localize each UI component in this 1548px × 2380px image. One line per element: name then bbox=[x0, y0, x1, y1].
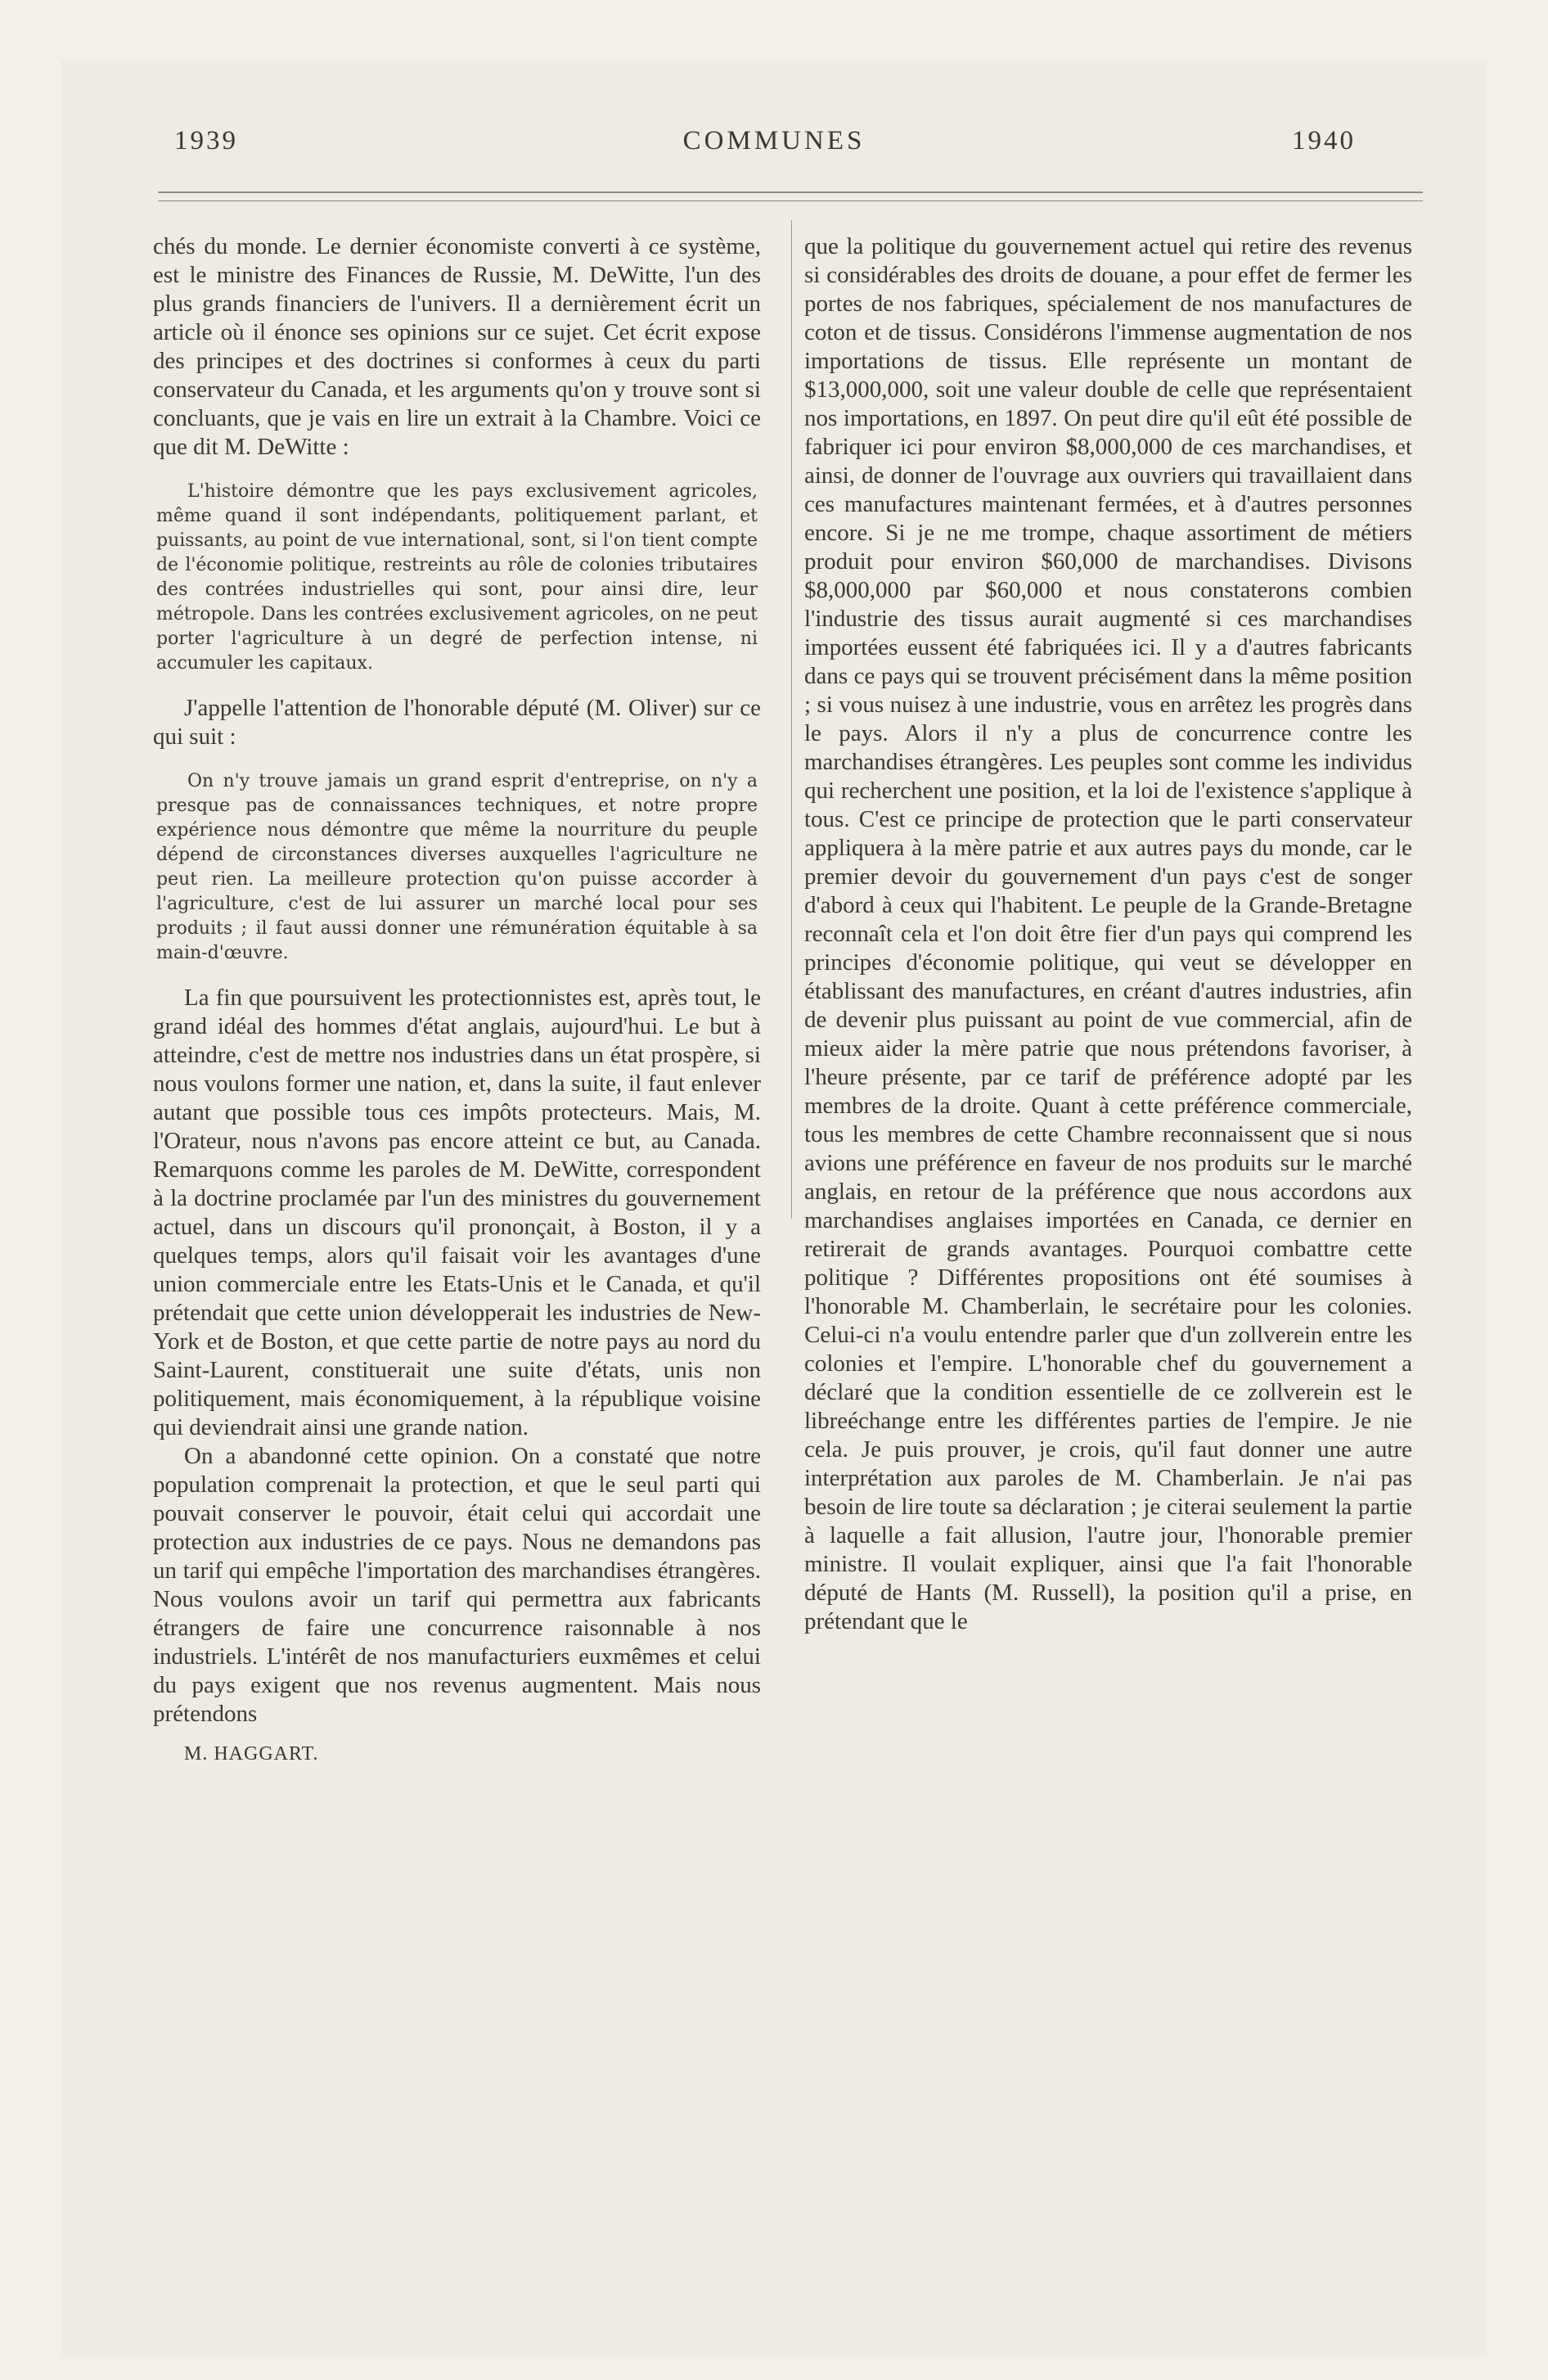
paragraph: chés du monde. Le dernier économiste converti à ce système, est le ministre des Finances de Russie, M. DeWitte, l'un des plus grands financiers de l'univers. Il a dernièrement écrit un article où il énonce ses opinions sur ce sujet. Cet écrit expose des principes et des doctrines si conformes à ceux du parti conservateur du Canada, et les arguments qu'on y trouve sont si concluants, que je vais en lire un extrait à la Chambre. Voici ce que dit M. DeWitte : bbox=[153, 233, 761, 460]
page-number-right: 1940 bbox=[1292, 126, 1356, 156]
right-column bbox=[804, 232, 1412, 1636]
block-quote: On n'y trouve jamais un grand esprit d'entreprise, on n'y a presque pas de connaissances techniques, et notre propre expérience nous démontre que même la nourriture du peuple dépend de circonstances diverses auxquelles l'agriculture ne peut rien. La meilleure protection qu'on puisse accorder à l'agriculture, c'est de lui assurer un marché local pour ses produits ; il faut aussi donner une rémunération équitable à sa main-d'œuvre. bbox=[156, 771, 758, 963]
block-quote: L'histoire démontre que les pays exclusivement agricoles, même quand il sont indépendants, politiquement parlant, et puissants, au point de vue international, sont, si l'on tient compte de l'économie politique, restreints au rôle de colonies tributaires des contrées industrielles qui sont, pour ainsi dire, leur métropole. Dans les contrées exclusivement agricoles, on ne peut porter l'agriculture à un degré de perfection intense, ni accumuler les capitaux. bbox=[156, 481, 758, 674]
paragraph: La fin que poursuivent les protectionnistes est, après tout, le grand idéal des hommes d'état anglais, aujourd'hui. Le but à atteindre, c'est de mettre nos industries dans un état prospère, si nous voulons former une nation, et, dans la suite, il faut enlever autant que possible tous ces impôts protecteurs. Mais, M. l'Orateur, nous n'avons pas encore atteint ce but, au Canada. Remarquons comme les paroles de M. DeWitte, correspondent à la doctrine proclamée par l'un des ministres du gouvernement actuel, dans un discours qu'il prononçait, à Boston, il y a quelques temps, alors qu'il faisait voir les avantages d'une union commerciale entre les Etats-Unis et le Canada, et qu'il prétendait que cette union développerait les industries de New-York et de Boston, et que cette partie de notre pays au nord du Saint-Laurent, constituerait une suite d'états, unis non politiquement, mais économiquement, à la république voisine qui deviendrait ainsi une grande nation. bbox=[153, 985, 761, 1440]
paragraph: J'appelle l'attention de l'honorable député (M. Oliver) sur ce qui suit : bbox=[153, 695, 761, 750]
paragraph: On a abandonné cette opinion. On a constaté que notre population comprenait la protection, et que le seul parti qui pouvait conserver le pouvoir, était celui qui accordait une protection aux industries de ce pays. Nous ne demandons pas un tarif qui empêche l'importation des marchandises étrangères. Nous voulons avoir un tarif qui permettra aux fabricants étrangers de faire une concurrence raisonnable à nos industriels. L'intérêt de nos manufacturiers euxmêmes et celui du pays exigent que nos revenus augmentent. Mais nous prétendons bbox=[153, 1443, 761, 1727]
left-column bbox=[153, 232, 761, 1765]
running-header bbox=[61, 126, 1487, 175]
speaker-signature: M. HAGGART. bbox=[184, 1743, 319, 1765]
paragraph: que la politique du gouvernement actuel qui retire des revenus si considérables des droits de douane, a pour effet de fermer les portes de nos fabriques, spécialement de nos manufactures de coton et de tissus. Considérons l'immense augmentation de nos importations de tissus. Elle représente un montant de $13,000,000, soit une valeur double de celle que représentaient nos importations, en 1897. On peut dire qu'il eût été possible de fabriquer ici pour environ $8,000,000 de ces marchandises, et ainsi, de donner de l'ouvrage aux ouvriers qui travaillaient dans ces manufactures maintenant fermées, et à d'autres personnes encore. Si je ne me trompe, chaque assortiment de métiers produit pour environ $60,000 de marchandises. Divisons $8,000,000 par $60,000 et nous constaterons combien l'industrie des tissus aurait augmenté si ces marchandises importées eussent été fabriquées ici. Il y a d'autres fabricants dans ce pays qui se trouvent précisément dans la même position ; si vous nuisez à une industrie, vous en arrêtez les progrès dans le pays. Alors il n'y a plus de concurrence contre les marchandises étrangères. Les peuples sont comme les individus qui recherchent une position, et la loi de l'existence s'applique à tous. C'est ce principe de protection que le parti conservateur appliquera à la mère patrie et aux autres pays du monde, car le premier devoir du gouvernement d'un pays c'est de songer d'abord à ceux qui l'habitent. Le peuple de la Grande-Bretagne reconnaît cela et l'on doit être fier d'un pays qui comprend les principes d'économie politique, qui veut se développer en établissant des manufactures, en créant d'autres industries, afin de devenir plus puissant au point de vue commercial, afin de mieux aider la mère patrie que nous prétendons favoriser, à l'heure présente, par ce tarif de préférence adopté par les membres de la droite. Quant à cette préférence commerciale, tous les membres de cette Chambre reconnaissent que si nous avions une préférence en faveur de nos produits sur le marché anglais, en retour de la préférence que nous accordons aux marchandises anglaises importées en Canada, ce dernier en retirerait de grands avantages. Pourquoi combattre cette politique ? Différentes propositions ont été soumises à l'honorable M. Chamberlain, le secrétaire pour les colonies. Celui-ci n'a voulu entendre parler que d'un zollverein entre les colonies et l'empire. L'honorable chef du gouvernement a déclaré que la condition essentielle de ce zollverein est le libreéchange entre les différentes parties de l'empire. Je nie cela. Je puis prouver, je crois, qu'il faut donner une autre interprétation aux paroles de M. Chamberlain. Je n'ai pas besoin de lire toute sa déclaration ; je citerai seulement la partie à laquelle a fait allusion, l'autre jour, l'honorable premier ministre. Il voulait expliquer, ainsi que l'a fait l'honorable député de Hants (M. Russell), la position qu'il a prise, en prétendant que le bbox=[804, 233, 1412, 1634]
header-rule bbox=[158, 192, 1423, 193]
page-number-left: 1939 bbox=[174, 126, 238, 156]
running-title: COMMUNES bbox=[682, 126, 866, 156]
page bbox=[61, 61, 1487, 2357]
column-separator bbox=[791, 220, 792, 1219]
